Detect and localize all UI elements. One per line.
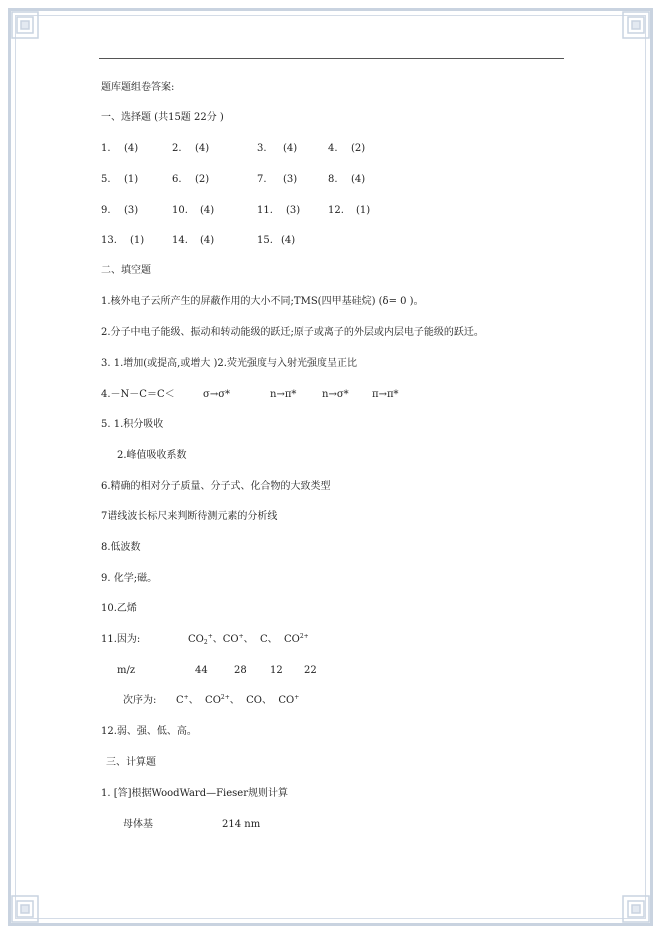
answer-number: 4. [328, 143, 338, 154]
answer-number: 10. [172, 205, 188, 216]
separator: 、 [229, 695, 240, 706]
answer-number: 3. [257, 143, 267, 154]
fill-answer-5b: 2.峰值吸收系数 [117, 450, 187, 461]
separator: 、 [188, 695, 199, 706]
answer-value: (4) [283, 143, 298, 154]
answer-value: (1) [124, 174, 139, 185]
ion-c: C [176, 695, 184, 706]
mz-value: 28 [234, 665, 247, 676]
ion-species-list [188, 633, 309, 647]
mz-label: m/z [117, 665, 136, 676]
section-heading-calc: 三、计算题 [106, 757, 156, 768]
fill-answer-7: 7谱线波长标尺来判断待测元素的分析线 [101, 511, 278, 522]
transition-term: n→π* [270, 389, 297, 400]
ion-co2: CO [188, 634, 204, 645]
answer-value: (1) [130, 235, 145, 246]
fill-answer-3: 3. 1.增加(或提高,或增大 )2.荧光强度与入射光强度呈正比 [101, 358, 357, 369]
ion-co-double: CO [205, 695, 221, 706]
fill-answer-12: 12.弱、强、低、高。 [101, 726, 197, 737]
charge: + [238, 633, 244, 640]
charge: + [183, 694, 189, 701]
answer-number: 7. [257, 174, 267, 185]
fill-answer-11-label: 11.因为: [101, 634, 141, 645]
answer-value: (3) [286, 205, 301, 216]
separator: 、 [243, 634, 254, 645]
fill-answer-6: 6.精确的相对分子质量、分子式、化合物的大致类型 [101, 481, 331, 492]
ion-co: CO、 [246, 695, 272, 706]
transition-term: n→σ* [322, 389, 349, 400]
answer-value: (2) [351, 143, 366, 154]
fill-answer-2: 2.分子中电子能级、振动和转动能级的跃迁;原子或离子的外层或内层电子能级的跃迁。 [101, 327, 484, 338]
subscript: 2 [203, 639, 208, 646]
order-list [176, 694, 299, 708]
charge: 2+ [299, 633, 309, 640]
transition-term: σ→σ* [203, 389, 231, 400]
mz-value: 12 [270, 665, 283, 676]
answer-number: 15. [257, 235, 273, 246]
answer-value: (1) [356, 205, 371, 216]
answer-value: (4) [200, 205, 215, 216]
calc-answer-1: 1. [答]根据WoodWard—Fieser规则计算 [101, 788, 289, 799]
fill-answer-9: 9. 化学;磁。 [101, 573, 158, 584]
answer-number: 1. [101, 143, 111, 154]
transition-term: π→π* [372, 389, 399, 400]
answer-number: 14. [172, 235, 188, 246]
answer-value: (4) [200, 235, 215, 246]
answer-number: 5. [101, 174, 111, 185]
order-label: 次序为: [123, 695, 157, 706]
mz-value: 44 [195, 665, 208, 676]
fill-answer-1: 1.核外电子云所产生的屏蔽作用的大小不同;TMS(四甲基硅烷) (δ= 0 )。 [101, 296, 424, 307]
fill-answer-10: 10.乙烯 [101, 603, 137, 614]
charge: + [207, 633, 213, 640]
answer-number: 13. [101, 235, 117, 246]
answer-number: 11. [257, 205, 273, 216]
ion-co: 、CO [212, 634, 239, 645]
fill-answer-8: 8.低波数 [101, 542, 141, 553]
answer-number: 9. [101, 205, 111, 216]
answer-value: (4) [281, 235, 296, 246]
answer-number: 6. [172, 174, 182, 185]
mz-value: 22 [304, 665, 317, 676]
ion-co-double: CO [283, 634, 300, 645]
answer-number: 2. [172, 143, 182, 154]
doc-title: 题库题组卷答案: [101, 82, 175, 93]
fill-answer-4-prefix: 4.－N－C＝C＜ [101, 389, 175, 400]
answer-number: 8. [328, 174, 338, 185]
ion-co-single: CO [278, 695, 295, 706]
answer-value: (3) [283, 174, 298, 185]
answer-value: (4) [351, 174, 366, 185]
section-heading-fill: 二、填空题 [101, 265, 151, 276]
fill-answer-5a: 5. 1.积分吸收 [101, 419, 164, 430]
calc-row-label: 母体基 [123, 819, 153, 830]
calc-row-value: 214 nm [222, 819, 261, 830]
charge: + [294, 694, 300, 701]
section-heading-choice: 一、选择题 (共15题 22分 ) [101, 112, 224, 123]
ion-c: C、 [259, 634, 278, 645]
charge: 2+ [220, 694, 230, 701]
answer-value: (3) [124, 205, 139, 216]
answer-number: 12. [328, 205, 344, 216]
answer-value: (4) [124, 143, 139, 154]
answer-value: (2) [195, 174, 210, 185]
answer-value: (4) [195, 143, 210, 154]
